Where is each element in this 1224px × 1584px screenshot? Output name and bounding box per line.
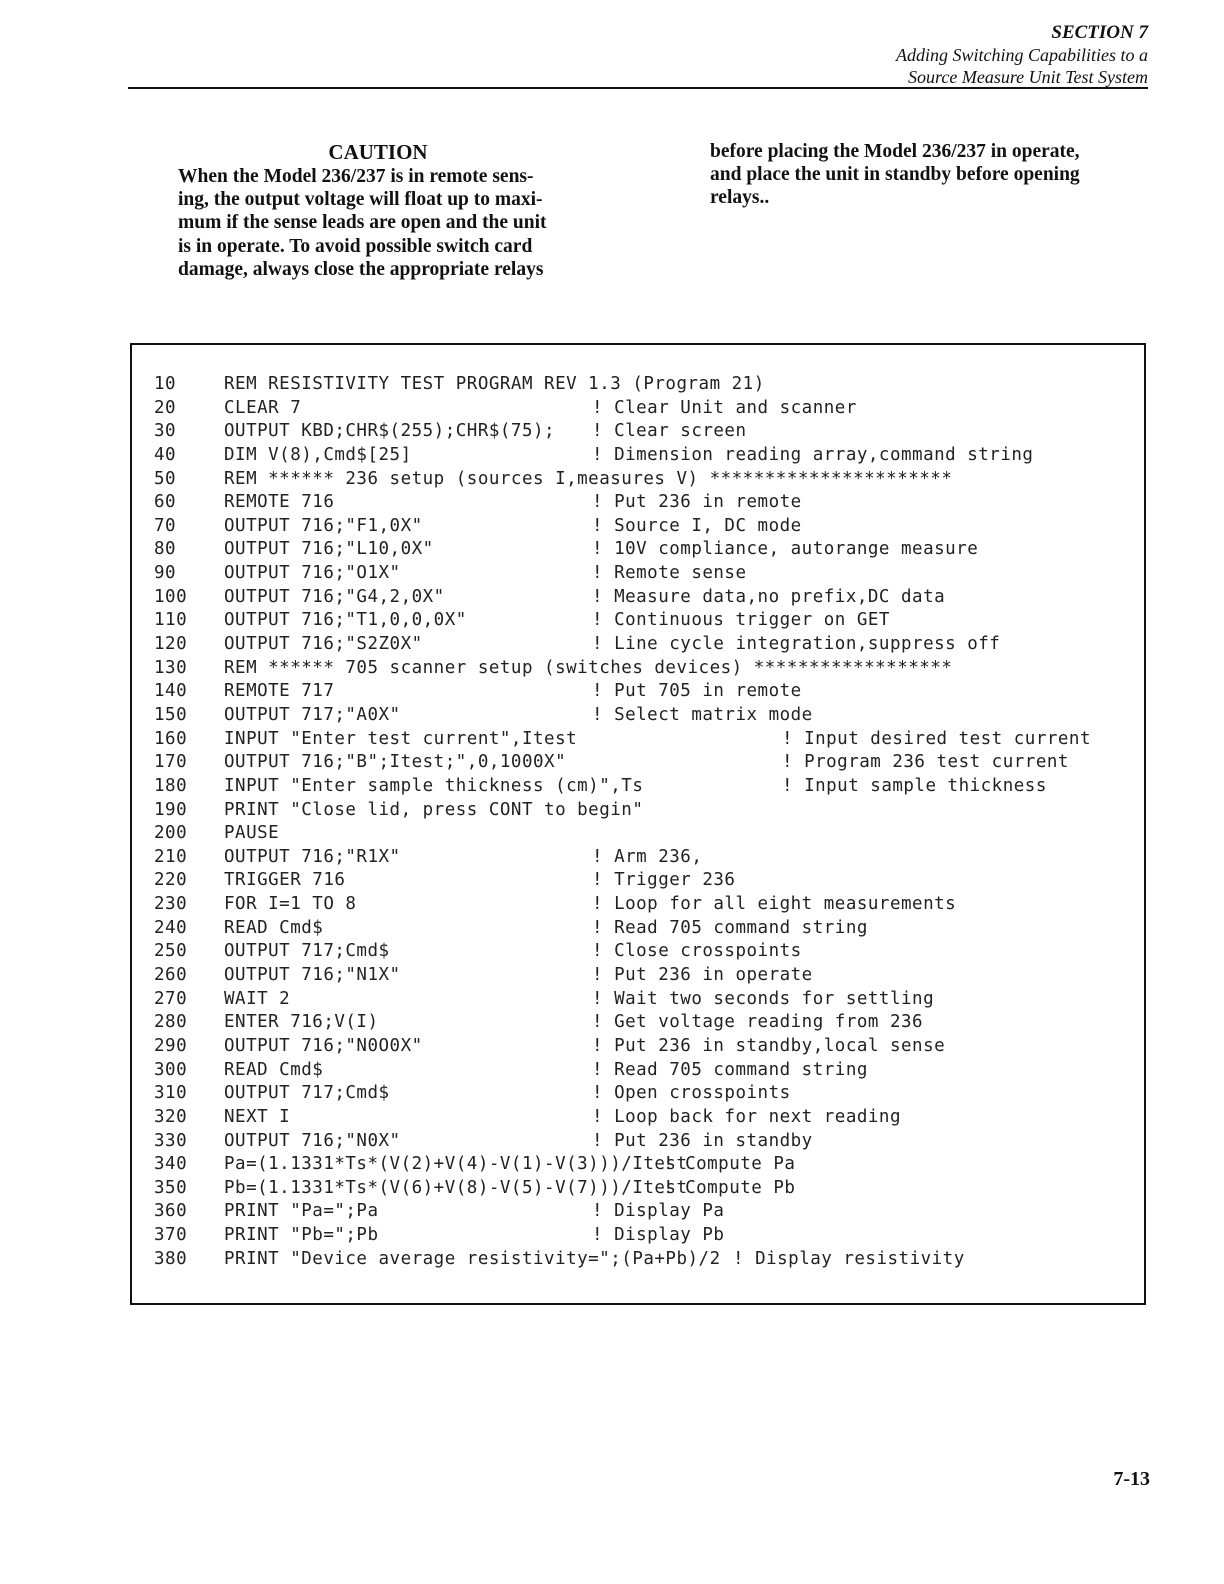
code-statement: REM ****** 705 scanner setup (switches devices) ****************** — [224, 657, 953, 678]
line-number: 160 — [154, 728, 188, 749]
code-comment: ! Input sample thickness — [782, 775, 1047, 796]
code-comment: ! Read 705 command string — [592, 917, 868, 938]
line-number: 300 — [154, 1059, 188, 1080]
code-comment: ! Clear Unit and scanner — [592, 397, 857, 418]
code-comment: ! Read 705 command string — [592, 1059, 868, 1080]
section-label: SECTION 7 — [1051, 22, 1148, 43]
code-statement: OUTPUT 716;"S2Z0X" — [224, 634, 423, 655]
code-comment: ! Select matrix mode — [592, 704, 813, 725]
code-statement: OUTPUT 716;"N1X" — [224, 965, 401, 986]
code-statement: OUTPUT 717;Cmd$ — [224, 1083, 390, 1104]
page-number: 7-13 — [1113, 1468, 1150, 1490]
line-number: 140 — [154, 681, 188, 702]
code-comment: ! Put 236 in operate — [592, 965, 813, 986]
code-comment: ! Source I, DC mode — [592, 515, 802, 536]
line-number: 130 — [154, 657, 188, 678]
code-statement: REMOTE 716 — [224, 492, 335, 513]
program-listing — [130, 343, 1146, 1305]
code-statement: OUTPUT KBD;CHR$(255);CHR$(75); — [224, 421, 556, 442]
code-comment: ! Display resistivity — [733, 1248, 965, 1269]
code-statement: OUTPUT 717;Cmd$ — [224, 941, 390, 962]
line-number: 340 — [154, 1154, 188, 1175]
line-number: 230 — [154, 894, 188, 915]
line-number: 260 — [154, 965, 188, 986]
code-statement: OUTPUT 716;"R1X" — [224, 846, 401, 867]
caution-text-left: When the Model 236/237 is in remote sens- ing, the output voltage will float up to maxi- mum if the sense leads are open and the unit is in operate. To avoid possible switch card damage, always close the appropriate relays — [178, 166, 547, 280]
line-number: 150 — [154, 704, 188, 725]
code-comment: ! Put 236 in remote — [592, 492, 802, 513]
code-statement: PRINT "Pb=";Pb — [224, 1225, 379, 1246]
code-statement: Pb=(1.1331*Ts*(V(6)+V(8)-V(5)-V(7)))/Itest — [224, 1177, 688, 1198]
code-statement: OUTPUT 716;"F1,0X" — [224, 515, 423, 536]
line-number: 20 — [154, 397, 177, 418]
line-number: 100 — [154, 586, 188, 607]
code-statement: PRINT "Close lid, press CONT to begin" — [224, 799, 644, 820]
code-statement: OUTPUT 716;"L10,0X" — [224, 539, 434, 560]
line-number: 250 — [154, 941, 188, 962]
section-title-line-1: Adding Switching Capabilities to a — [896, 45, 1148, 65]
line-number: 360 — [154, 1201, 188, 1222]
line-number: 180 — [154, 775, 188, 796]
code-statement: OUTPUT 716;"T1,0,0,0X" — [224, 610, 467, 631]
code-comment: ! Line cycle integration,suppress off — [592, 634, 1001, 655]
code-comment: ! Program 236 test current — [782, 752, 1069, 773]
code-statement: Pa=(1.1331*Ts*(V(2)+V(4)-V(1)-V(3)))/Itest — [224, 1154, 688, 1175]
line-number: 280 — [154, 1012, 188, 1033]
code-comment: ! Dimension reading array,command string — [592, 444, 1034, 465]
code-comment: ! Compute Pb — [663, 1177, 796, 1198]
line-number: 60 — [154, 492, 177, 513]
code-statement: INPUT "Enter test current",Itest — [224, 728, 578, 749]
code-statement: PRINT "Device average resistivity=";(Pa+Pb)/2 — [224, 1248, 721, 1269]
code-comment: ! Input desired test current — [782, 728, 1092, 749]
code-comment: ! Trigger 236 — [592, 870, 736, 891]
code-statement: INPUT "Enter sample thickness (cm)",Ts — [224, 775, 644, 796]
code-comment: ! 10V compliance, autorange measure — [592, 539, 979, 560]
line-number: 320 — [154, 1106, 188, 1127]
code-statement: OUTPUT 716;"N0X" — [224, 1130, 401, 1151]
line-number: 50 — [154, 468, 177, 489]
code-statement: OUTPUT 716;"O1X" — [224, 563, 401, 584]
code-comment: ! Put 705 in remote — [592, 681, 802, 702]
line-number: 330 — [154, 1130, 188, 1151]
code-comment: ! Put 236 in standby,local sense — [592, 1035, 946, 1056]
caution-block — [178, 140, 578, 281]
code-statement: WAIT 2 — [224, 988, 291, 1009]
code-statement: PAUSE — [224, 823, 280, 844]
line-number: 290 — [154, 1035, 188, 1056]
caution-title: CAUTION — [328, 140, 428, 164]
line-number: 370 — [154, 1225, 188, 1246]
code-statement: REM RESISTIVITY TEST PROGRAM REV 1.3 (Program 21) — [224, 374, 765, 394]
code-statement: DIM V(8),Cmd$[25] — [224, 444, 412, 465]
code-comment: ! Arm 236, — [592, 846, 703, 867]
line-number: 70 — [154, 515, 177, 536]
line-number: 200 — [154, 823, 188, 844]
caution-text-right: before placing the Model 236/237 in operate, and place the unit in standby before opening relays.. — [710, 141, 1080, 209]
code-comment: ! Clear screen — [592, 421, 747, 442]
code-statement: NEXT I — [224, 1106, 291, 1127]
code-comment: ! Loop back for next reading — [592, 1106, 902, 1127]
code-statement: CLEAR 7 — [224, 397, 302, 418]
line-number: 310 — [154, 1083, 188, 1104]
line-number: 80 — [154, 539, 177, 560]
code-comment: ! Close crosspoints — [592, 941, 802, 962]
code-comment: ! Loop for all eight measurements — [592, 894, 957, 915]
code-statement: READ Cmd$ — [224, 1059, 324, 1080]
header-rule — [128, 87, 1148, 89]
line-number: 190 — [154, 799, 188, 820]
code-statement: FOR I=1 TO 8 — [224, 894, 357, 915]
code-comment: ! Continuous trigger on GET — [592, 610, 890, 631]
line-number: 270 — [154, 988, 188, 1009]
code-statement: OUTPUT 717;"A0X" — [224, 704, 401, 725]
code-statement: OUTPUT 716;"B";Itest;",0,1000X" — [224, 752, 567, 773]
code-statement: READ Cmd$ — [224, 917, 324, 938]
line-number: 120 — [154, 634, 188, 655]
code-statement: PRINT "Pa=";Pa — [224, 1201, 379, 1222]
code-statement: TRIGGER 716 — [224, 870, 346, 891]
line-number: 10 — [154, 374, 177, 394]
code-comment: ! Compute Pa — [663, 1154, 796, 1175]
line-number: 240 — [154, 917, 188, 938]
code-comment: ! Display Pa — [592, 1201, 725, 1222]
code-statement: OUTPUT 716;"G4,2,0X" — [224, 586, 445, 607]
code-statement: REM ****** 236 setup (sources I,measures V) ********************** — [224, 468, 953, 489]
code-statement: OUTPUT 716;"N0O0X" — [224, 1035, 423, 1056]
line-number: 90 — [154, 563, 177, 584]
line-number: 110 — [154, 610, 188, 631]
code-comment: ! Put 236 in standby — [592, 1130, 813, 1151]
line-number: 170 — [154, 752, 188, 773]
code-comment: ! Open crosspoints — [592, 1083, 791, 1104]
code-statement: REMOTE 717 — [224, 681, 335, 702]
code-comment: ! Display Pb — [592, 1225, 725, 1246]
line-number: 40 — [154, 444, 177, 465]
line-number: 30 — [154, 421, 177, 442]
line-number: 380 — [154, 1248, 188, 1269]
code-comment: ! Remote sense — [592, 563, 747, 584]
line-number: 210 — [154, 846, 188, 867]
code-comment: ! Measure data,no prefix,DC data — [592, 586, 946, 607]
code-comment: ! Wait two seconds for settling — [592, 988, 935, 1009]
line-number: 350 — [154, 1177, 188, 1198]
code-comment: ! Get voltage reading from 236 — [592, 1012, 924, 1033]
line-number: 220 — [154, 870, 188, 891]
running-header — [896, 22, 1148, 88]
section-title-line-2: Source Measure Unit Test System — [908, 67, 1148, 87]
code-statement: ENTER 716;V(I) — [224, 1012, 379, 1033]
